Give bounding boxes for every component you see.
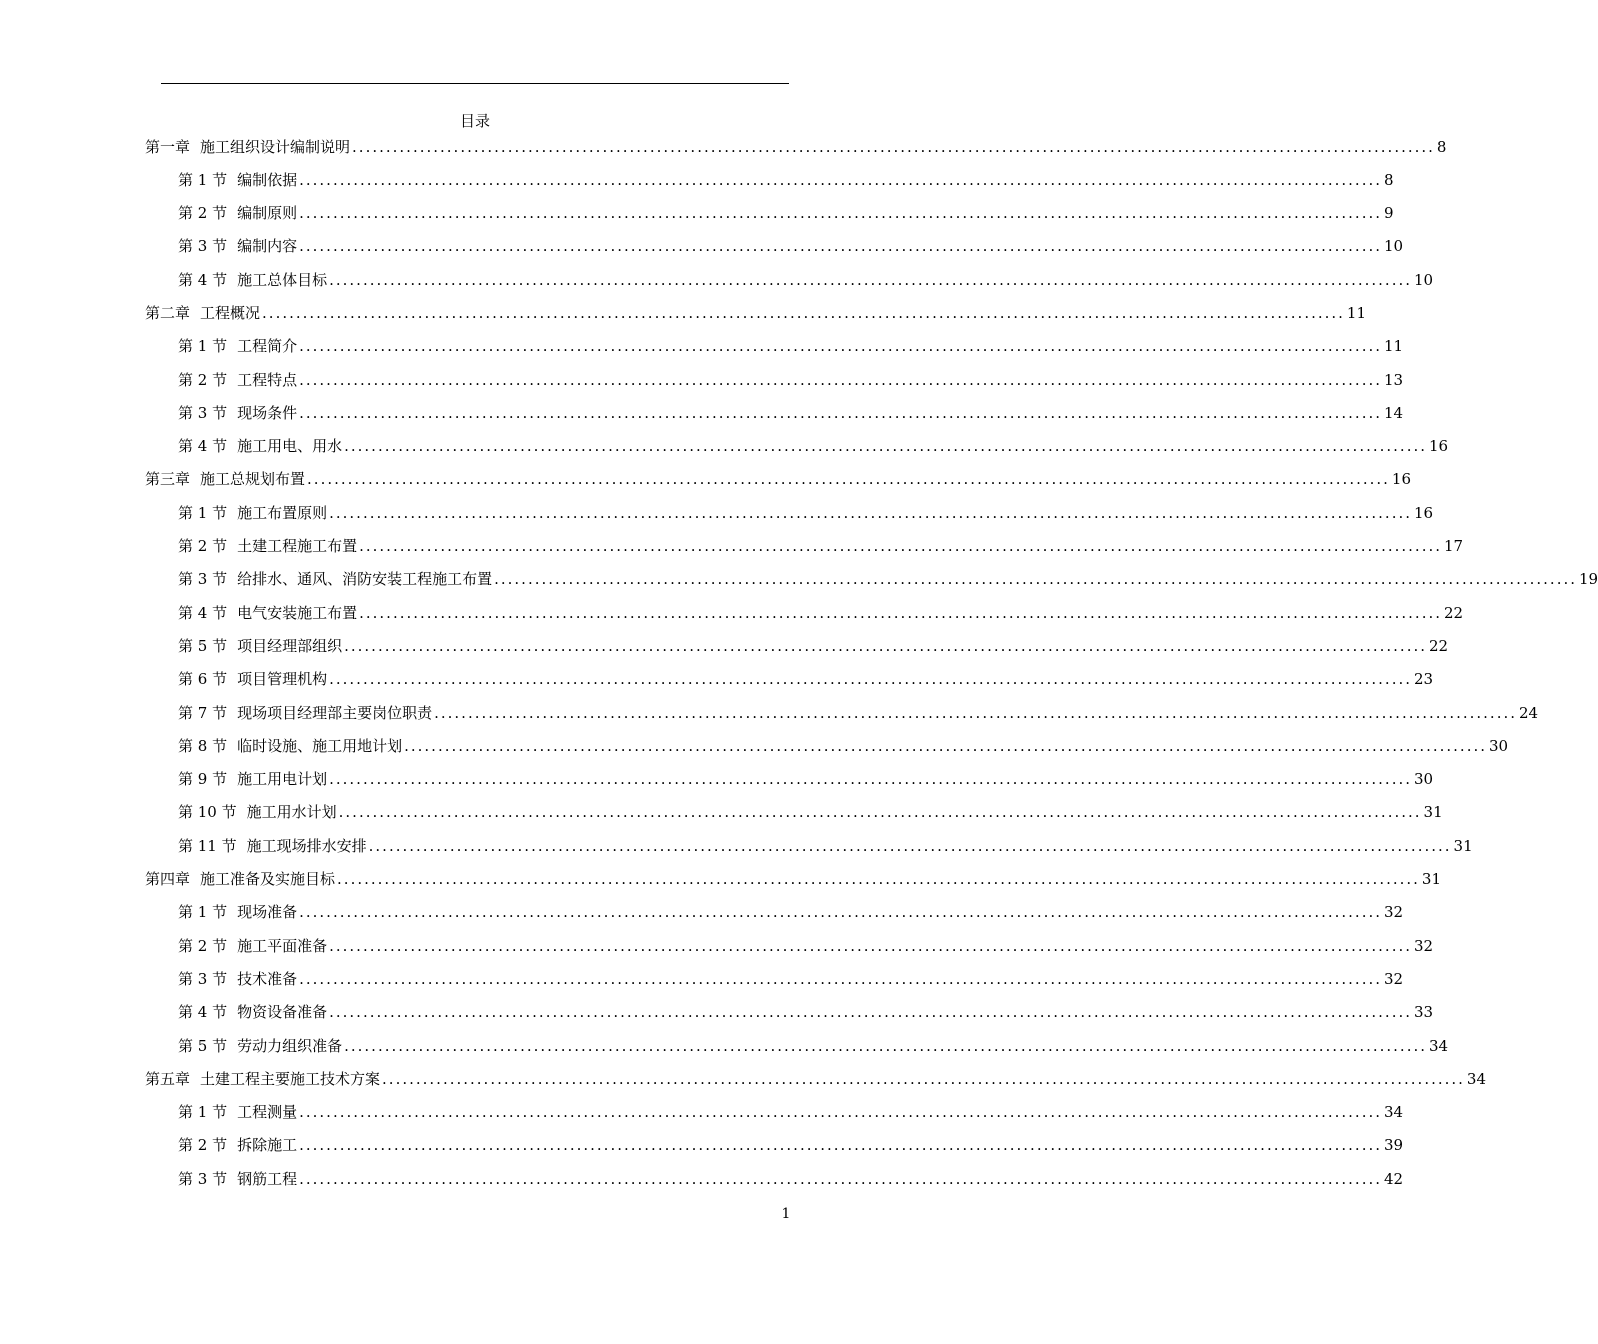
toc-dot-leader: ................................................................................................................................................................ — [494, 570, 1577, 589]
toc-dot-leader: ................................................................................................................................................................ — [368, 836, 1452, 855]
toc-section-entry[interactable] — [145, 169, 1394, 202]
toc-entry-number: 第 3 节 — [178, 1169, 228, 1188]
header-rule — [161, 83, 789, 84]
toc-section-entry[interactable] — [145, 835, 1473, 868]
toc-entry-title: 施工总规划布置 — [200, 470, 306, 489]
toc-entry-number: 第 7 节 — [178, 703, 228, 722]
table-of-contents — [145, 136, 1598, 1202]
toc-dot-leader: ................................................................................................................................................................ — [352, 137, 1435, 156]
toc-entry-title: 土建工程施工布置 — [237, 537, 358, 556]
toc-dot-leader: ................................................................................................................................................................ — [382, 1069, 1465, 1088]
toc-entry-number: 第 4 节 — [178, 437, 228, 456]
toc-dot-leader: ................................................................................................................................................................ — [299, 1103, 1382, 1122]
toc-entry-page: 9 — [1384, 204, 1394, 223]
toc-entry-page: 32 — [1414, 936, 1434, 955]
toc-dot-leader: ................................................................................................................................................................ — [299, 1169, 1382, 1188]
toc-section-entry[interactable] — [145, 502, 1434, 535]
toc-dot-leader: ................................................................................................................................................................ — [329, 770, 1412, 789]
toc-dot-leader: ................................................................................................................................................................ — [329, 503, 1412, 522]
toc-entry-number: 第 3 节 — [178, 969, 228, 988]
toc-entry-number: 第四章 — [145, 870, 191, 889]
toc-entry-number: 第 9 节 — [178, 770, 228, 789]
toc-entry-page: 32 — [1384, 969, 1404, 988]
toc-entry-title: 技术准备 — [237, 969, 298, 988]
toc-entry-number: 第 4 节 — [178, 270, 228, 289]
page-number: 1 — [781, 1206, 791, 1222]
toc-section-entry[interactable] — [145, 1001, 1434, 1034]
toc-section-entry[interactable] — [145, 369, 1404, 402]
toc-dot-leader: ................................................................................................................................................................ — [404, 736, 1487, 755]
toc-dot-leader: ................................................................................................................................................................ — [337, 870, 1420, 889]
toc-entry-title: 施工总体目标 — [237, 270, 328, 289]
toc-section-entry[interactable] — [145, 402, 1404, 435]
toc-entry-page: 31 — [1423, 803, 1443, 822]
toc-section-entry[interactable] — [145, 535, 1464, 568]
toc-entry-page: 8 — [1384, 170, 1394, 189]
toc-section-entry[interactable] — [145, 269, 1434, 302]
toc-section-entry[interactable] — [145, 235, 1404, 268]
toc-entry-number: 第 1 节 — [178, 337, 228, 356]
toc-dot-leader: ................................................................................................................................................................ — [329, 270, 1412, 289]
toc-entry-title: 工程测量 — [237, 1103, 298, 1122]
toc-section-entry[interactable] — [145, 968, 1404, 1001]
toc-entry-number: 第 8 节 — [178, 736, 228, 755]
toc-section-entry[interactable] — [145, 568, 1598, 601]
toc-entry-page: 11 — [1346, 303, 1367, 322]
toc-entry-page: 42 — [1384, 1169, 1404, 1188]
toc-entry-page: 30 — [1414, 770, 1434, 789]
toc-entry-title: 施工现场排水安排 — [246, 836, 367, 855]
toc-entry-number: 第 3 节 — [178, 403, 228, 422]
toc-entry-page: 31 — [1453, 836, 1473, 855]
toc-dot-leader: ................................................................................................................................................................ — [307, 470, 1390, 489]
toc-entry-page: 34 — [1466, 1069, 1487, 1088]
toc-section-entry[interactable] — [145, 1101, 1404, 1134]
toc-entry-number: 第 2 节 — [178, 1136, 228, 1155]
toc-section-entry[interactable] — [145, 1134, 1404, 1167]
toc-entry-number: 第 1 节 — [178, 170, 228, 189]
toc-chapter-entry[interactable] — [145, 868, 1442, 901]
toc-dot-leader: ................................................................................................................................................................ — [344, 636, 1427, 655]
toc-dot-leader: ................................................................................................................................................................ — [299, 170, 1382, 189]
toc-entry-page: 23 — [1414, 670, 1434, 689]
toc-entry-title: 临时设施、施工用地计划 — [237, 736, 403, 755]
toc-entry-page: 19 — [1579, 570, 1598, 589]
toc-section-entry[interactable] — [145, 602, 1464, 635]
toc-entry-number: 第 11 节 — [178, 836, 237, 855]
toc-entry-title: 编制原则 — [237, 204, 298, 223]
toc-section-entry[interactable] — [145, 202, 1394, 235]
toc-dot-leader: ................................................................................................................................................................ — [299, 903, 1382, 922]
toc-entry-title: 施工平面准备 — [237, 936, 328, 955]
toc-entry-page: 22 — [1429, 636, 1449, 655]
toc-dot-leader: ................................................................................................................................................................ — [299, 1136, 1382, 1155]
toc-entry-title: 施工用电计划 — [237, 770, 328, 789]
toc-entry-number: 第 2 节 — [178, 936, 228, 955]
toc-dot-leader: ................................................................................................................................................................ — [329, 936, 1412, 955]
toc-section-entry[interactable] — [145, 901, 1404, 934]
toc-entry-title: 项目管理机构 — [237, 670, 328, 689]
toc-section-entry[interactable] — [145, 1168, 1404, 1201]
toc-entry-page: 39 — [1384, 1136, 1404, 1155]
toc-section-entry[interactable] — [145, 335, 1404, 368]
toc-dot-leader: ................................................................................................................................................................ — [299, 204, 1382, 223]
toc-section-entry[interactable] — [145, 635, 1449, 668]
toc-section-entry[interactable] — [145, 435, 1449, 468]
toc-entry-number: 第 2 节 — [178, 537, 228, 556]
toc-entry-number: 第 10 节 — [178, 803, 237, 822]
toc-entry-title: 钢筋工程 — [237, 1169, 298, 1188]
toc-entry-title: 施工准备及实施目标 — [200, 870, 336, 889]
toc-dot-leader: ................................................................................................................................................................ — [359, 603, 1442, 622]
toc-entry-title: 施工布置原则 — [237, 503, 328, 522]
toc-entry-title: 电气安装施工布置 — [237, 603, 358, 622]
toc-entry-page: 11 — [1384, 337, 1404, 356]
toc-entry-page: 17 — [1444, 537, 1464, 556]
toc-dot-leader: ................................................................................................................................................................ — [299, 969, 1382, 988]
toc-entry-number: 第 5 节 — [178, 1036, 228, 1055]
toc-dot-leader: ................................................................................................................................................................ — [262, 303, 1345, 322]
toc-entry-page: 34 — [1429, 1036, 1449, 1055]
toc-entry-title: 施工用电、用水 — [237, 437, 343, 456]
toc-entry-number: 第 5 节 — [178, 636, 228, 655]
toc-entry-page: 10 — [1414, 270, 1434, 289]
toc-entry-page: 31 — [1421, 870, 1442, 889]
toc-entry-title: 物资设备准备 — [237, 1003, 328, 1022]
toc-section-entry[interactable] — [145, 702, 1539, 735]
toc-entry-title: 土建工程主要施工技术方案 — [200, 1069, 381, 1088]
toc-entry-title: 工程概况 — [200, 303, 261, 322]
toc-dot-leader: ................................................................................................................................................................ — [359, 537, 1442, 556]
toc-section-entry[interactable] — [145, 935, 1434, 968]
toc-entry-page: 33 — [1414, 1003, 1434, 1022]
toc-dot-leader: ................................................................................................................................................................ — [338, 803, 1422, 822]
toc-entry-number: 第一章 — [145, 137, 191, 156]
toc-section-entry[interactable] — [145, 768, 1434, 801]
toc-chapter-entry[interactable] — [145, 1068, 1487, 1101]
toc-entry-page: 10 — [1384, 237, 1404, 256]
toc-dot-leader: ................................................................................................................................................................ — [344, 1036, 1427, 1055]
toc-entry-page: 13 — [1384, 370, 1404, 389]
toc-entry-number: 第二章 — [145, 303, 191, 322]
toc-entry-number: 第 2 节 — [178, 370, 228, 389]
toc-dot-leader: ................................................................................................................................................................ — [299, 337, 1382, 356]
toc-entry-title: 劳动力组织准备 — [237, 1036, 343, 1055]
toc-dot-leader: ................................................................................................................................................................ — [329, 1003, 1412, 1022]
toc-entry-page: 16 — [1429, 437, 1449, 456]
toc-entry-title: 编制依据 — [237, 170, 298, 189]
toc-section-entry[interactable] — [145, 735, 1509, 768]
toc-entry-title: 给排水、通风、消防安装工程施工布置 — [237, 570, 493, 589]
toc-entry-title: 现场项目经理部主要岗位职责 — [237, 703, 433, 722]
toc-entry-title: 现场条件 — [237, 403, 298, 422]
toc-entry-page: 30 — [1489, 736, 1509, 755]
toc-entry-page: 8 — [1436, 137, 1447, 156]
toc-entry-title: 施工组织设计编制说明 — [200, 137, 351, 156]
toc-entry-page: 24 — [1519, 703, 1539, 722]
toc-section-entry[interactable] — [145, 668, 1434, 701]
toc-entry-page: 16 — [1414, 503, 1434, 522]
toc-chapter-entry[interactable] — [145, 136, 1447, 169]
toc-entry-page: 22 — [1444, 603, 1464, 622]
toc-entry-title: 项目经理部组织 — [237, 636, 343, 655]
toc-entry-number: 第 1 节 — [178, 1103, 228, 1122]
toc-entry-title: 施工用水计划 — [246, 803, 337, 822]
toc-entry-title: 编制内容 — [237, 237, 298, 256]
toc-entry-page: 16 — [1391, 470, 1412, 489]
toc-chapter-entry[interactable] — [145, 302, 1367, 335]
toc-entry-number: 第 4 节 — [178, 1003, 228, 1022]
toc-entry-number: 第 1 节 — [178, 503, 228, 522]
toc-entry-page: 14 — [1384, 403, 1404, 422]
toc-entry-number: 第五章 — [145, 1069, 191, 1088]
toc-entry-number: 第三章 — [145, 470, 191, 489]
toc-entry-title: 现场准备 — [237, 903, 298, 922]
toc-title: 目录 — [459, 112, 490, 130]
toc-section-entry[interactable] — [145, 801, 1443, 834]
toc-entry-title: 拆除施工 — [237, 1136, 298, 1155]
toc-entry-page: 32 — [1384, 903, 1404, 922]
toc-entry-title: 工程特点 — [237, 370, 298, 389]
toc-dot-leader: ................................................................................................................................................................ — [299, 370, 1382, 389]
toc-dot-leader: ................................................................................................................................................................ — [299, 403, 1382, 422]
toc-entry-number: 第 3 节 — [178, 570, 228, 589]
toc-entry-page: 34 — [1384, 1103, 1404, 1122]
toc-section-entry[interactable] — [145, 1035, 1449, 1068]
toc-dot-leader: ................................................................................................................................................................ — [299, 237, 1382, 256]
toc-entry-title: 工程简介 — [237, 337, 298, 356]
toc-entry-number: 第 3 节 — [178, 237, 228, 256]
toc-entry-number: 第 1 节 — [178, 903, 228, 922]
toc-entry-number: 第 2 节 — [178, 204, 228, 223]
toc-entry-number: 第 6 节 — [178, 670, 228, 689]
toc-dot-leader: ................................................................................................................................................................ — [344, 437, 1427, 456]
toc-chapter-entry[interactable] — [145, 468, 1412, 501]
toc-dot-leader: ................................................................................................................................................................ — [434, 703, 1517, 722]
toc-entry-number: 第 4 节 — [178, 603, 228, 622]
toc-dot-leader: ................................................................................................................................................................ — [329, 670, 1412, 689]
